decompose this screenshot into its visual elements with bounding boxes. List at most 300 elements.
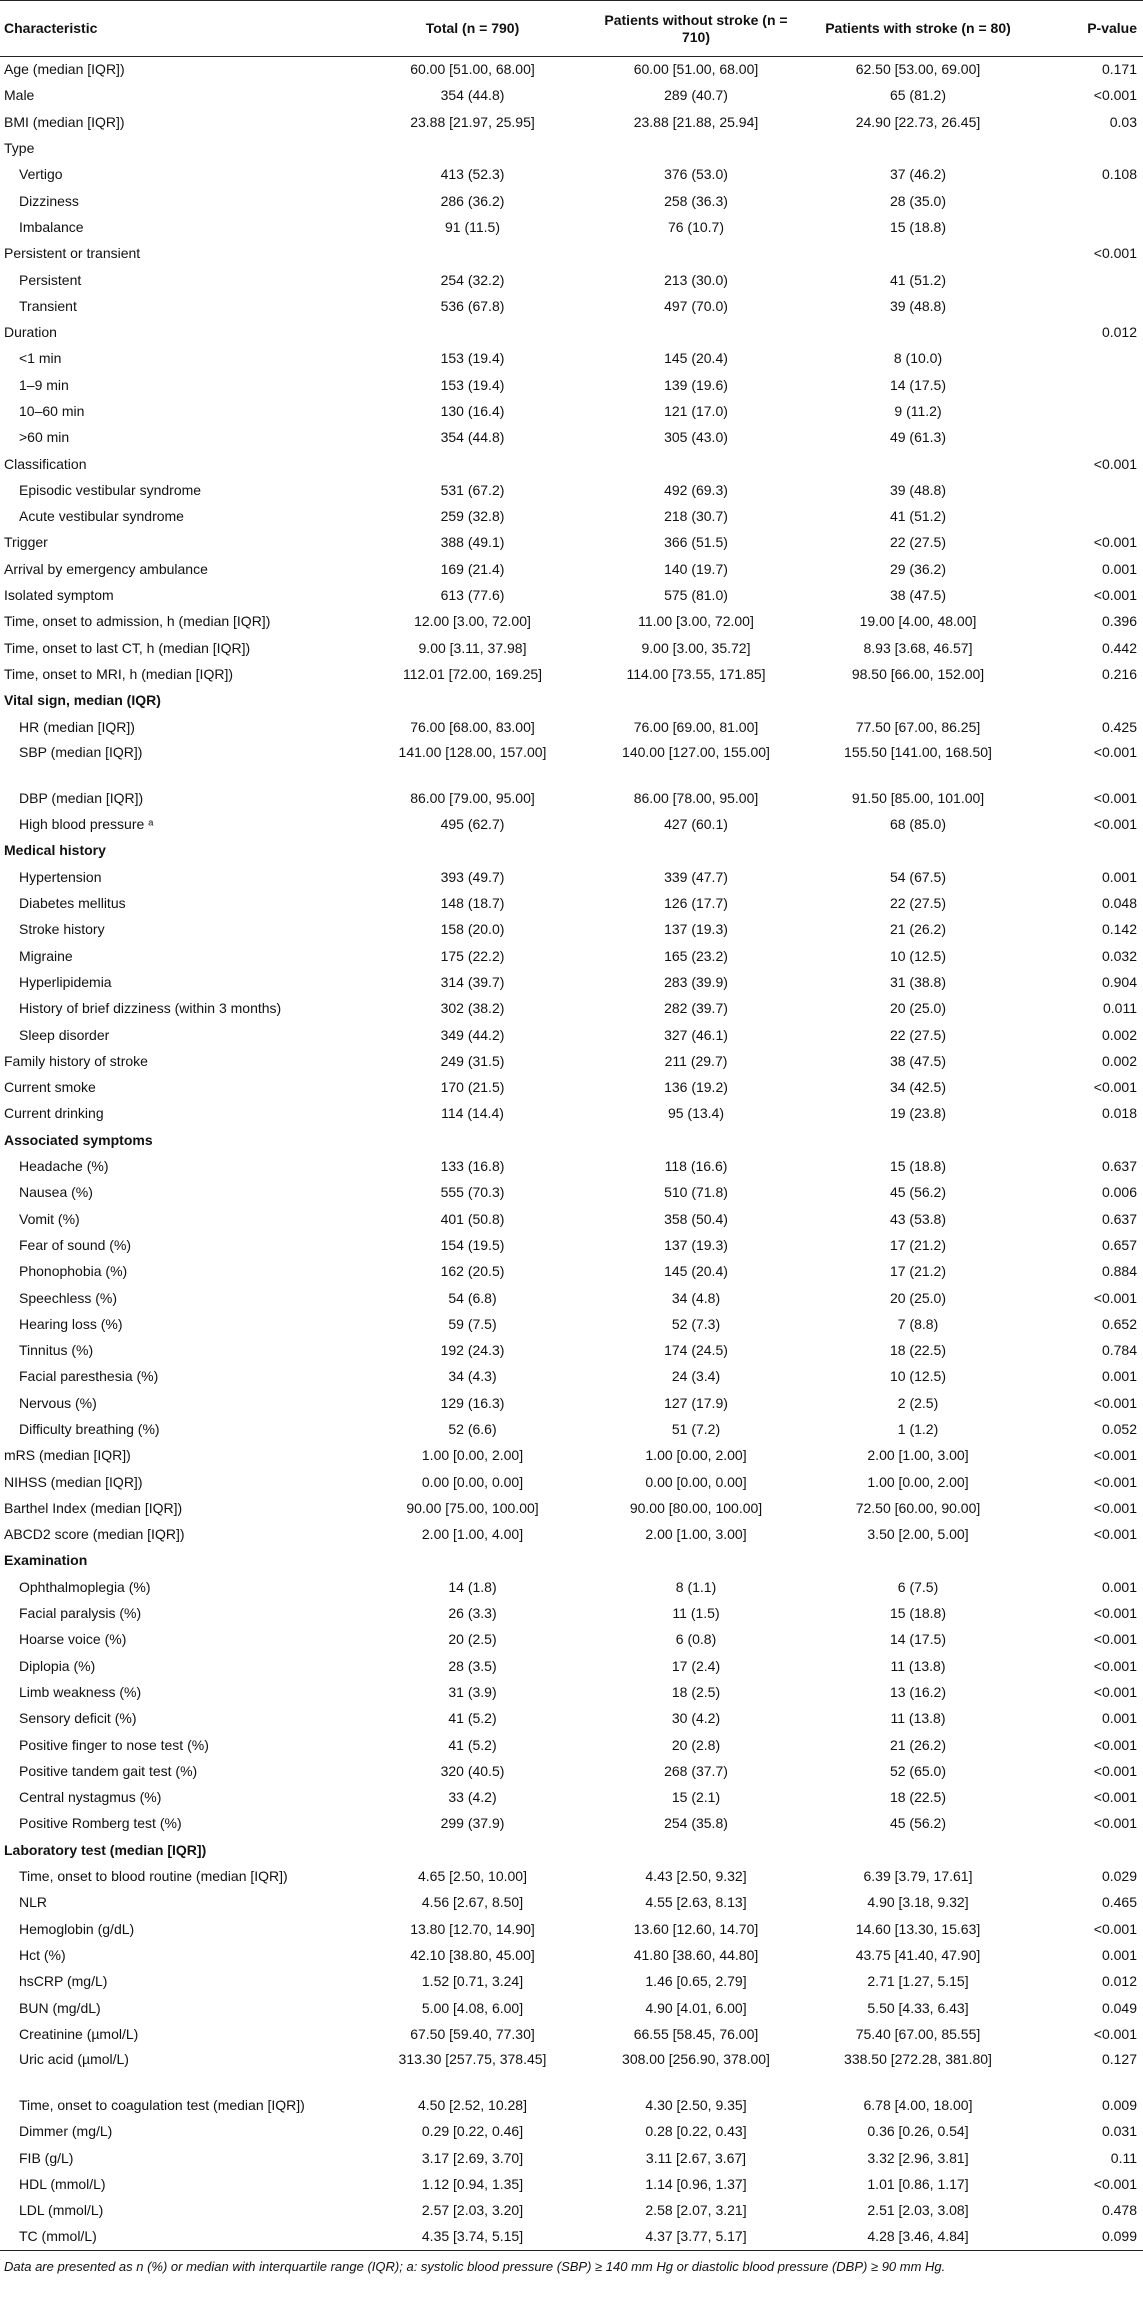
cell-with-stroke: 45 (56.2): [889, 1184, 947, 1201]
cell-p-value: <0.001: [1093, 1657, 1137, 1674]
cell-total: 354 (44.8): [440, 429, 505, 446]
cell-characteristic: Hypertension: [19, 868, 102, 885]
cell-without-stroke: 60.00 [51.00, 68.00]: [633, 61, 759, 78]
cell-p-value: 0.001: [1101, 560, 1137, 577]
cell-total: 54 (6.8): [448, 1289, 497, 1306]
cell-characteristic: Associated symptoms: [4, 1131, 153, 1148]
cell-total: 26 (3.3): [448, 1605, 497, 1622]
table-row: [0, 2119, 1143, 2145]
cell-characteristic: Laboratory test (median [IQR]): [4, 1841, 207, 1858]
cell-total: 2.57 [2.03, 3.20]: [421, 2202, 524, 2219]
cell-characteristic: Migraine: [19, 947, 73, 964]
table-row: [0, 890, 1143, 916]
cell-p-value: 0.216: [1101, 665, 1137, 682]
table-row: [0, 582, 1143, 608]
cell-total: 13.80 [12.70, 14.90]: [410, 1920, 535, 1937]
cell-total: 33 (4.2): [448, 1789, 497, 1806]
table-row: [0, 1101, 1143, 1127]
cell-without-stroke: [585, 1837, 807, 1863]
cell-characteristic: Dimmer (mg/L): [19, 2123, 113, 2140]
table-row: [0, 943, 1143, 969]
cell-total: 4.65 [2.50, 10.00]: [418, 1868, 527, 1885]
table-row: [0, 864, 1143, 890]
header-characteristic: Characteristic: [4, 20, 98, 36]
cell-total: 401 (50.8): [440, 1210, 505, 1227]
cell-p-value: 0.03: [1109, 113, 1137, 130]
cell-p-value: 0.001: [1101, 1368, 1137, 1385]
cell-characteristic: Uric acid (µmol/L): [19, 2051, 129, 2068]
cell-with-stroke: 155.50 [141.00, 168.50]: [844, 744, 992, 761]
cell-p-value: <0.001: [1093, 1289, 1137, 1306]
cell-without-stroke: 126 (17.7): [664, 895, 728, 912]
cell-characteristic: History of brief dizziness (within 3 months): [19, 1000, 282, 1017]
cell-p-value: <0.001: [1093, 1605, 1137, 1622]
cell-without-stroke: 0.28 [0.22, 0.43]: [645, 2123, 747, 2140]
cell-with-stroke: 5.50 [4.33, 6.43]: [867, 1999, 969, 2016]
cell-p-value: <0.001: [1093, 2025, 1137, 2042]
section-row: [0, 1548, 1143, 1574]
cell-with-stroke: 8.93 [3.68, 46.57]: [863, 639, 973, 656]
cell-p-value: 0.108: [1101, 166, 1137, 183]
cell-p-value: 0.001: [1101, 1946, 1137, 1963]
cell-with-stroke: 6 (7.5): [897, 1578, 939, 1595]
cell-total: 536 (67.8): [440, 297, 505, 314]
cell-p-value: <0.001: [1093, 744, 1137, 761]
cell-without-stroke: 8 (1.1): [675, 1578, 717, 1595]
table-row: [0, 504, 1143, 530]
cell-total: [360, 838, 585, 864]
cell-characteristic: Time, onset to blood routine (median [IQR]): [19, 1868, 288, 1885]
cell-p-value: <0.001: [1093, 1499, 1137, 1516]
table-row: [0, 2092, 1143, 2118]
cell-without-stroke: 254 (35.8): [664, 1815, 728, 1832]
cell-p-value: 0.784: [1101, 1342, 1137, 1359]
cell-characteristic: Time, onset to MRI, h (median [IQR]): [4, 665, 233, 682]
cell-with-stroke: 91.50 [85.00, 101.00]: [851, 789, 985, 806]
cell-p-value: 0.11: [1110, 2149, 1137, 2166]
cell-total: 162 (20.5): [440, 1263, 505, 1280]
cell-p-value: [1029, 372, 1143, 398]
cell-total: 133 (16.8): [440, 1158, 505, 1175]
cell-p-value: <0.001: [1093, 1631, 1137, 1648]
cell-with-stroke: 19 (23.8): [889, 1105, 947, 1122]
cell-total: 60.00 [51.00, 68.00]: [410, 61, 535, 78]
cell-total: 1.12 [0.94, 1.35]: [421, 2176, 524, 2192]
cell-p-value: <0.001: [1093, 1789, 1137, 1806]
cell-with-stroke: 68 (85.0): [889, 816, 947, 833]
table-row: [0, 2224, 1143, 2250]
cell-with-stroke: [807, 319, 1029, 345]
cell-p-value: 0.049: [1101, 1999, 1137, 2016]
cell-total: 130 (16.4): [440, 403, 505, 419]
cell-with-stroke: 38 (47.5): [889, 1052, 947, 1069]
table-row: [0, 2047, 1143, 2092]
cell-with-stroke: 52 (65.0): [889, 1762, 947, 1779]
table-row: [0, 530, 1143, 556]
cell-p-value: 0.465: [1101, 1894, 1137, 1911]
cell-p-value: <0.001: [1093, 1394, 1137, 1411]
cell-without-stroke: 51 (7.2): [671, 1420, 721, 1437]
cell-p-value: [1029, 135, 1143, 161]
cell-with-stroke: 77.50 [67.00, 86.25]: [855, 718, 981, 735]
cell-without-stroke: [585, 319, 807, 345]
cell-p-value: [1029, 425, 1143, 451]
cell-characteristic: Episodic vestibular syndrome: [19, 481, 202, 498]
table-row: [0, 714, 1143, 740]
cell-characteristic: Dizziness: [19, 192, 79, 209]
cell-p-value: [1029, 504, 1143, 530]
cell-total: 349 (44.2): [440, 1026, 505, 1043]
cell-with-stroke: 20 (25.0): [889, 1000, 947, 1017]
cell-characteristic: Classification: [4, 455, 87, 472]
cell-p-value: 0.127: [1101, 2051, 1137, 2068]
cell-characteristic: Phonophobia (%): [19, 1263, 128, 1280]
table-row: [0, 241, 1143, 267]
cell-without-stroke: 289 (40.7): [664, 87, 728, 104]
cell-p-value: [1029, 346, 1143, 372]
cell-total: 320 (40.5): [440, 1762, 505, 1779]
table-row: [0, 162, 1143, 188]
table-row: [0, 1995, 1143, 2021]
table-row: [0, 1653, 1143, 1679]
table-row: [0, 1574, 1143, 1600]
cell-with-stroke: [807, 688, 1029, 714]
cell-with-stroke: 15 (18.8): [889, 218, 947, 235]
table-row: [0, 1890, 1143, 1916]
cell-without-stroke: 11.00 [3.00, 72.00]: [638, 613, 754, 630]
cell-p-value: 0.904: [1101, 973, 1137, 990]
cell-total: 4.50 [2.52, 10.28]: [418, 2097, 527, 2114]
cell-without-stroke: 327 (46.1): [664, 1026, 728, 1043]
cell-total: [360, 1127, 585, 1153]
table-row: [0, 188, 1143, 214]
cell-characteristic: Nervous (%): [19, 1394, 97, 1411]
cell-with-stroke: [807, 838, 1029, 864]
cell-p-value: 0.442: [1101, 639, 1137, 656]
cell-with-stroke: 17 (21.2): [889, 1263, 947, 1280]
cell-total: 302 (38.2): [440, 1000, 505, 1017]
cell-without-stroke: 0.00 [0.00, 0.00]: [645, 1473, 747, 1490]
cell-characteristic: Time, onset to last CT, h (median [IQR]): [4, 639, 251, 656]
cell-total: [360, 241, 585, 267]
cell-without-stroke: 118 (16.6): [664, 1158, 728, 1175]
cell-total: [360, 451, 585, 477]
cell-without-stroke: 140 (19.7): [664, 560, 728, 577]
cell-total: 91 (11.5): [445, 218, 500, 235]
table-row: [0, 346, 1143, 372]
section-row: [0, 1837, 1143, 1863]
cell-with-stroke: 10 (12.5): [889, 1368, 947, 1385]
table-row: [0, 609, 1143, 635]
cell-characteristic: Vomit (%): [19, 1210, 80, 1227]
cell-total: 148 (18.7): [440, 895, 505, 912]
cell-total: 23.88 [21.97, 25.95]: [410, 113, 535, 130]
cell-without-stroke: 95 (13.4): [667, 1105, 725, 1122]
cell-p-value: 0.048: [1101, 895, 1137, 912]
cell-p-value: 0.099: [1101, 2228, 1137, 2245]
cell-total: 9.00 [3.11, 37.98]: [418, 639, 527, 656]
cell-without-stroke: 30 (4.2): [671, 1710, 721, 1727]
cell-characteristic: Hearing loss (%): [19, 1315, 123, 1332]
cell-with-stroke: [807, 135, 1029, 161]
cell-without-stroke: 3.11 [2.67, 3.67]: [645, 2149, 747, 2166]
header-without-stroke: Patients without stroke (n = 710): [604, 11, 788, 45]
cell-with-stroke: 2 (2.5): [897, 1394, 939, 1411]
table-row: [0, 1758, 1143, 1784]
cell-with-stroke: 45 (56.2): [889, 1815, 947, 1832]
cell-characteristic: mRS (median [IQR]): [4, 1447, 131, 1464]
table-row: [0, 1969, 1143, 1995]
cell-without-stroke: 358 (50.4): [664, 1210, 728, 1227]
cell-total: 20 (2.5): [448, 1631, 497, 1648]
cell-characteristic: NIHSS (median [IQR]): [4, 1473, 143, 1490]
table-row: [0, 661, 1143, 687]
cell-without-stroke: 283 (39.9): [664, 973, 728, 990]
table-row: [0, 812, 1143, 838]
table-row: [0, 1153, 1143, 1179]
table-row: [0, 635, 1143, 661]
cell-with-stroke: 41 (51.2): [889, 271, 947, 288]
cell-characteristic: NLR: [19, 1894, 48, 1911]
cell-without-stroke: 366 (51.5): [664, 534, 728, 551]
cell-characteristic: LDL (mmol/L): [19, 2202, 104, 2219]
cell-with-stroke: [807, 1127, 1029, 1153]
cell-total: 613 (77.6): [440, 587, 505, 604]
cell-without-stroke: [585, 1127, 807, 1153]
table-body: [0, 57, 1143, 2251]
cell-p-value: 0.011: [1103, 1000, 1137, 1017]
cell-characteristic: BMI (median [IQR]): [4, 113, 125, 130]
cell-with-stroke: 1.01 [0.86, 1.17]: [867, 2176, 969, 2192]
cell-p-value: [1029, 214, 1143, 240]
cell-without-stroke: 211 (29.7): [664, 1052, 728, 1069]
table-row: [0, 1074, 1143, 1100]
header-p-value: P-value: [1087, 20, 1137, 36]
cell-without-stroke: 66.55 [58.45, 76.00]: [633, 2025, 759, 2042]
cell-p-value: 0.478: [1101, 2202, 1137, 2219]
cell-without-stroke: 1.00 [0.00, 2.00]: [645, 1447, 747, 1464]
cell-without-stroke: 165 (23.2): [664, 947, 728, 964]
cell-with-stroke: 2.00 [1.00, 3.00]: [867, 1447, 969, 1464]
cell-with-stroke: 13 (16.2): [889, 1683, 947, 1700]
cell-characteristic: Male: [4, 87, 35, 104]
cell-characteristic: Hct (%): [19, 1946, 66, 1963]
cell-without-stroke: 218 (30.7): [664, 508, 728, 525]
table-row: [0, 1627, 1143, 1653]
cell-characteristic: Positive tandem gait test (%): [19, 1762, 198, 1779]
cell-characteristic: Diabetes mellitus: [19, 895, 126, 912]
cell-with-stroke: 75.40 [67.00, 85.55]: [855, 2025, 981, 2042]
cell-with-stroke: [807, 451, 1029, 477]
cell-with-stroke: 43.75 [41.40, 47.90]: [855, 1946, 981, 1963]
cell-with-stroke: 3.50 [2.00, 5.00]: [867, 1526, 969, 1543]
cell-with-stroke: 9 (11.2): [894, 403, 942, 419]
cell-without-stroke: 41.80 [38.60, 44.80]: [633, 1946, 759, 1963]
cell-without-stroke: 18 (2.5): [671, 1683, 721, 1700]
cell-without-stroke: [585, 135, 807, 161]
cell-without-stroke: 4.37 [3.77, 5.17]: [645, 2228, 747, 2245]
cell-with-stroke: 3.32 [2.96, 3.81]: [867, 2149, 969, 2166]
cell-p-value: [1029, 1837, 1143, 1863]
cell-p-value: <0.001: [1093, 87, 1137, 104]
cell-characteristic: Transient: [19, 297, 77, 314]
cell-characteristic: 1–9 min: [19, 376, 69, 393]
cell-characteristic: Barthel Index (median [IQR]): [4, 1499, 183, 1516]
cell-with-stroke: 31 (38.8): [889, 973, 947, 990]
table-row: [0, 451, 1143, 477]
cell-with-stroke: 39 (48.8): [889, 481, 947, 498]
table-row: [0, 1232, 1143, 1258]
cell-total: 153 (19.4): [440, 376, 505, 393]
cell-with-stroke: 72.50 [60.00, 90.00]: [855, 1499, 981, 1516]
cell-total: 4.35 [3.74, 5.15]: [421, 2228, 524, 2245]
cell-p-value: <0.001: [1093, 1815, 1137, 1832]
cell-without-stroke: 4.90 [4.01, 6.00]: [645, 1999, 747, 2016]
cell-characteristic: Headache (%): [19, 1158, 109, 1175]
cell-characteristic: HDL (mmol/L): [19, 2176, 106, 2192]
cell-p-value: <0.001: [1093, 1473, 1137, 1490]
cell-total: 5.00 [4.08, 6.00]: [421, 1999, 524, 2016]
table-row: [0, 1679, 1143, 1705]
cell-total: 2.00 [1.00, 4.00]: [421, 1526, 524, 1543]
cell-characteristic: High blood pressure ᵃ: [19, 816, 154, 833]
cell-total: 192 (24.3): [440, 1342, 505, 1359]
cell-total: 141.00 [128.00, 157.00]: [398, 744, 547, 761]
header-total: Total (n = 790): [425, 20, 520, 36]
cell-p-value: <0.001: [1093, 455, 1137, 472]
cell-total: 313.30 [257.75, 378.45]: [398, 2051, 547, 2068]
cell-p-value: 0.001: [1101, 1710, 1137, 1727]
cell-characteristic: Arrival by emergency ambulance: [4, 560, 208, 577]
cell-without-stroke: 575 (81.0): [664, 587, 728, 604]
cell-characteristic: >60 min: [19, 429, 70, 446]
cell-without-stroke: [585, 1548, 807, 1574]
cell-p-value: [1029, 688, 1143, 714]
table-row: [0, 109, 1143, 135]
cell-with-stroke: 338.50 [272.28, 381.80]: [844, 2051, 992, 2068]
cell-p-value: 0.002: [1101, 1026, 1137, 1043]
table-row: [0, 293, 1143, 319]
cell-characteristic: Hyperlipidemia: [19, 973, 112, 990]
cell-total: [360, 319, 585, 345]
cell-without-stroke: 139 (19.6): [664, 376, 728, 393]
cell-characteristic: Persistent: [19, 271, 82, 288]
cell-total: 169 (21.4): [440, 560, 505, 577]
cell-p-value: 0.657: [1101, 1236, 1137, 1253]
cell-total: 114 (14.4): [441, 1105, 504, 1122]
cell-with-stroke: [807, 241, 1029, 267]
cell-characteristic: Sensory deficit (%): [19, 1710, 137, 1727]
cell-total: 112.01 [72.00, 169.25]: [402, 665, 543, 682]
cell-characteristic: Current drinking: [4, 1105, 104, 1122]
cell-without-stroke: [585, 838, 807, 864]
cell-characteristic: ABCD2 score (median [IQR]): [4, 1526, 185, 1543]
section-row: [0, 838, 1143, 864]
cell-p-value: [1029, 477, 1143, 503]
cell-p-value: 0.001: [1101, 868, 1137, 885]
cell-without-stroke: 23.88 [21.88, 25.94]: [633, 113, 759, 130]
cell-characteristic: Persistent or transient: [4, 245, 141, 262]
cell-without-stroke: 174 (24.5): [664, 1342, 728, 1359]
cell-without-stroke: 34 (4.8): [671, 1289, 721, 1306]
cell-with-stroke: 1 (1.2): [897, 1420, 939, 1437]
cell-total: 86.00 [79.00, 95.00]: [410, 789, 535, 806]
cell-p-value: 0.142: [1101, 921, 1137, 938]
cell-characteristic: Vital sign, median (IQR): [4, 692, 161, 709]
cell-characteristic: Limb weakness (%): [19, 1683, 142, 1700]
table-row: [0, 1390, 1143, 1416]
cell-total: 286 (36.2): [440, 192, 505, 209]
cell-total: [360, 1837, 585, 1863]
cell-without-stroke: 2.00 [1.00, 3.00]: [645, 1526, 747, 1543]
cell-characteristic: Fear of sound (%): [19, 1236, 132, 1253]
table-row: [0, 1732, 1143, 1758]
cell-with-stroke: 21 (26.2): [889, 921, 947, 938]
cell-with-stroke: 24.90 [22.73, 26.45]: [855, 113, 981, 130]
cell-p-value: <0.001: [1093, 789, 1137, 806]
table-row: [0, 83, 1143, 109]
cell-p-value: 0.029: [1101, 1868, 1137, 1885]
cell-total: [360, 688, 585, 714]
table-row: [0, 1180, 1143, 1206]
cell-with-stroke: 8 (10.0): [893, 350, 943, 367]
cell-p-value: <0.001: [1093, 816, 1137, 833]
cell-without-stroke: 427 (60.1): [664, 816, 728, 833]
cell-without-stroke: 492 (69.3): [664, 481, 728, 498]
cell-p-value: <0.001: [1093, 534, 1137, 551]
cell-characteristic: TC (mmol/L): [19, 2228, 97, 2245]
table-row: [0, 1495, 1143, 1521]
cell-without-stroke: 145 (20.4): [664, 350, 728, 367]
cell-p-value: <0.001: [1093, 587, 1137, 604]
cell-characteristic: Tinnitus (%): [19, 1342, 94, 1359]
cell-without-stroke: [585, 451, 807, 477]
cell-without-stroke: 510 (71.8): [664, 1184, 728, 1201]
table-row: [0, 1942, 1143, 1968]
table-row: [0, 969, 1143, 995]
cell-characteristic: Hemoglobin (g/dL): [19, 1920, 135, 1937]
cell-with-stroke: 7 (8.8): [897, 1315, 939, 1332]
cell-characteristic: Imbalance: [19, 218, 84, 235]
table-footnote: Data are presented as n (%) or median with interquartile range (IQR); a: systolic blood pressure (SBP) ≥ 140 mm Hg or diastolic blood pressure (DBP) ≥ 90 mm Hg.: [4, 2258, 946, 2274]
cell-characteristic: Ophthalmoplegia (%): [19, 1578, 151, 1595]
table-row: [0, 917, 1143, 943]
cell-characteristic: HR (median [IQR]): [19, 718, 135, 735]
cell-characteristic: Positive Romberg test (%): [19, 1815, 182, 1832]
cell-with-stroke: 39 (48.8): [889, 297, 947, 314]
cell-p-value: 0.884: [1101, 1263, 1137, 1280]
cell-without-stroke: [585, 241, 807, 267]
table-row: [0, 785, 1143, 811]
cell-p-value: 0.171: [1101, 61, 1137, 78]
cell-characteristic: Sleep disorder: [19, 1026, 110, 1043]
cell-with-stroke: 2.51 [2.03, 3.08]: [867, 2202, 969, 2219]
cell-with-stroke: 37 (46.2): [889, 166, 947, 183]
cell-total: [360, 135, 585, 161]
table-row: [0, 2171, 1143, 2197]
cell-without-stroke: 376 (53.0): [664, 166, 728, 183]
cell-with-stroke: 22 (27.5): [889, 1026, 947, 1043]
cell-without-stroke: 114.00 [73.55, 171.85]: [626, 665, 766, 682]
cell-without-stroke: 86.00 [78.00, 95.00]: [633, 789, 759, 806]
cell-total: 388 (49.1): [440, 534, 505, 551]
cell-without-stroke: [585, 688, 807, 714]
cell-without-stroke: 13.60 [12.60, 14.70]: [633, 1920, 759, 1937]
cell-p-value: 0.001: [1101, 1578, 1137, 1595]
section-row: [0, 688, 1143, 714]
header-with-stroke: Patients with stroke (n = 80): [825, 20, 1011, 36]
table-row: [0, 556, 1143, 582]
